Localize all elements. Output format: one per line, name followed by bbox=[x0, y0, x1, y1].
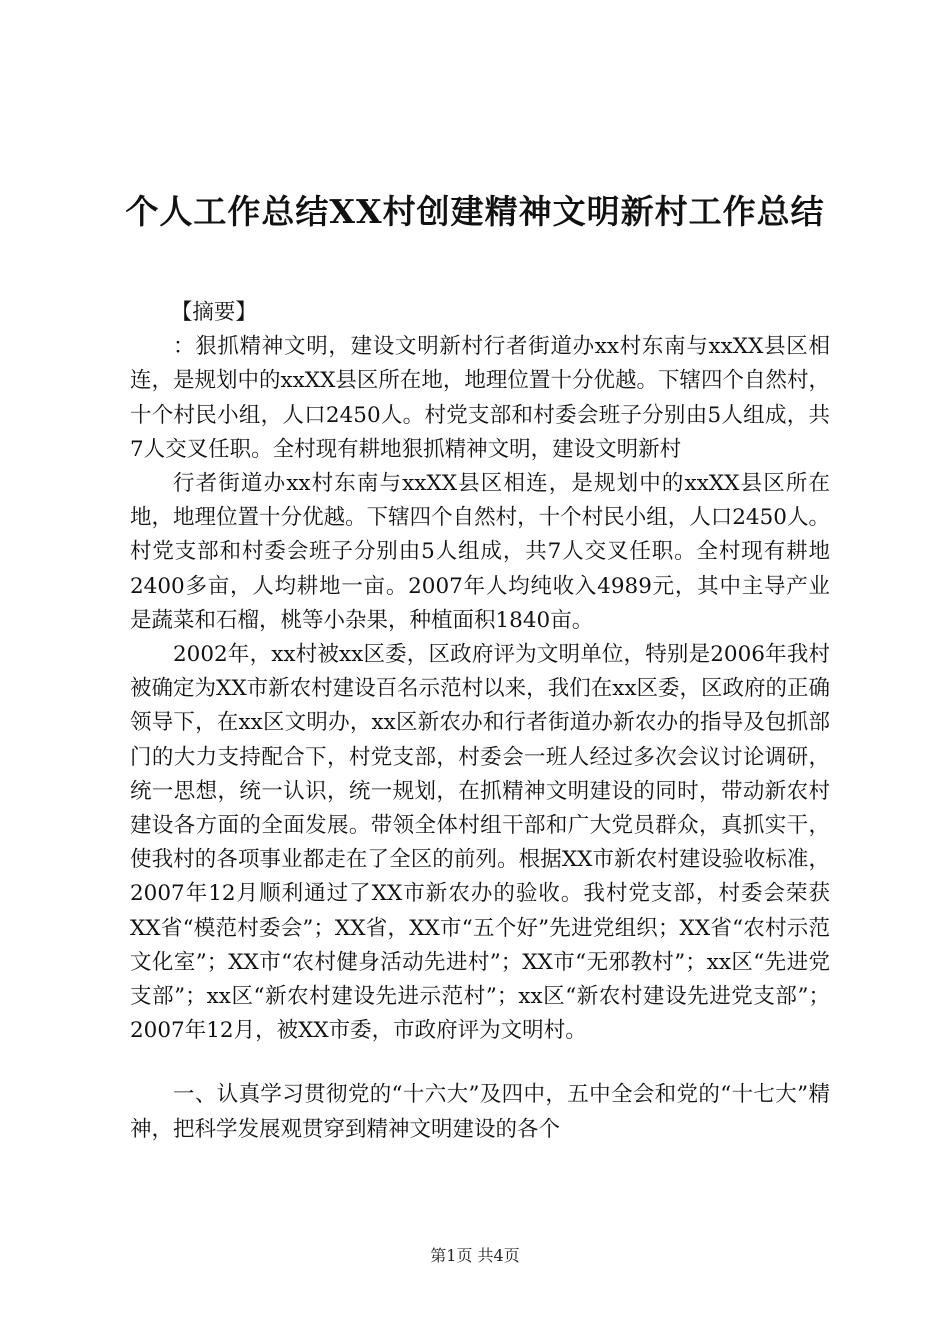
document-body bbox=[130, 296, 830, 1147]
paragraph-gap bbox=[130, 1048, 830, 1078]
paragraph-2: 行者街道办xx村东南与xxXX县区相连，是规划中的xxXX县区所在地，地理位置十分优越。下辖四个自然村，十个村民小组，人口2450人。村党支部和村委会班子分别由5人组成，共7人交叉任职。全村现有耕地2400多亩，人均耕地一亩。2007年人均纯收入4989元，其中主导产业是蔬菜和石榴，桃等小杂果，种植面积1840亩。 bbox=[130, 471, 830, 633]
paragraph-3: 2002年，xx村被xx区委，区政府评为文明单位，特别是2006年我村被确定为XX市新农村建设百名示范村以来，我们在xx区委，区政府的正确领导下，在xx区文明办，xx区新农办和行者街道办新农办的指导及包抓部门的大力支持配合下，村党支部，村委会一班人经过多次会议讨论调研，统一思想，统一认识，统一规划，在抓精神文明建设的同时，带动新农村建设各方面的全面发展。带领全体村组干部和广大党员群众，真抓实干，使我村的各项事业都走在了全区的前列。根据XX市新农村建设验收标准，2007年12月顺利通过了XX市新农办的验收。我村党支部，村委会荣获XX省“模范村委会”；XX省，XX市“五个好”先进党组织；XX省“农村示范文化室”；XX市“农村健身活动先进村”；XX市“无邪教村”；xx区“先进党支部”；xx区“新农村建设先进示范村”；xx区“新农村建设先进党支部”；2007年12月，被XX市委，市政府评为文明村。 bbox=[130, 642, 830, 1044]
paragraph-4: 一、认真学习贯彻党的“十六大”及四中，五中全会和党的“十七大”精神，把科学发展观贯穿到精神文明建设的各个 bbox=[130, 1082, 830, 1142]
paragraph-1: ：狠抓精神文明，建设文明新村行者街道办xx村东南与xxXX县区相连，是规划中的xxXX县区所在地，地理位置十分优越。下辖四个自然村，十个村民小组，人口2450人。村党支部和村委会班子分别由5人组成，共7人交叉任职。全村现有耕地狠抓精神文明，建设文明新村 bbox=[130, 334, 830, 462]
page-footer: 第1页 共4页 bbox=[430, 1246, 520, 1265]
document-title: 个人工作总结XX村创建精神文明新村工作总结 bbox=[125, 192, 825, 231]
abstract-heading: 【摘要】 bbox=[170, 300, 257, 325]
